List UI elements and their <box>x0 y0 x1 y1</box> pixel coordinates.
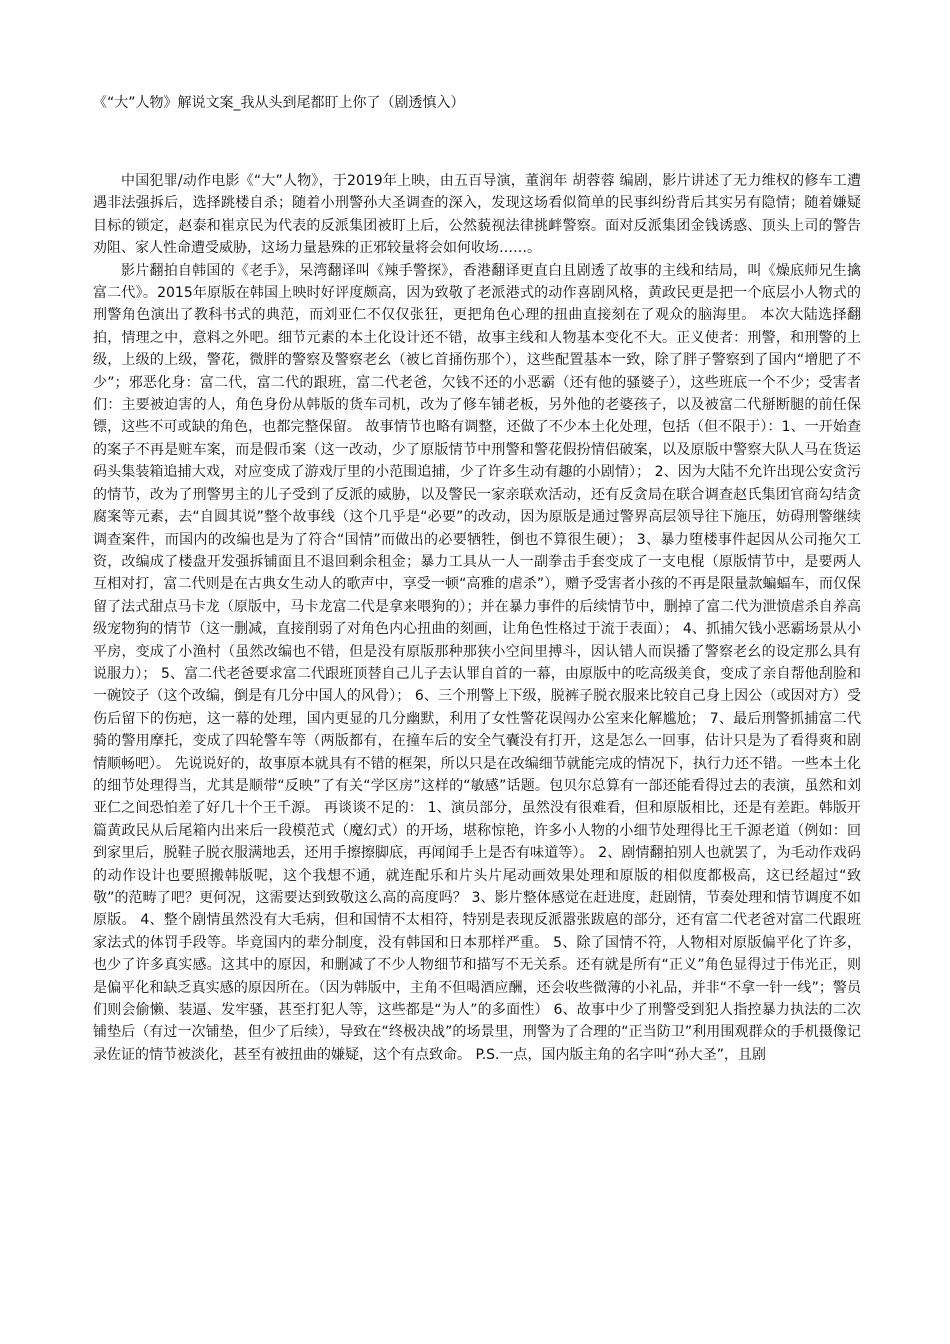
paragraph-review: 影片翻拍自韩国的《老手》，呆湾翻译叫《辣手警探》，香港翻译更直白且剧透了故事的主线和结局，叫《燥底师兄生擒富二代》。2015年原版在韩国上映时好评度颇高，因为致敬了老派港式的动作喜剧风格，黄政民更是把一个底层小人物式的刑警角色演出了教科书式的典范，而刘亚仁不仅仅张狂，更把角色心理的扭曲直接刻在了观众的脑海里。 本次大陆选择翻拍，情理之中，意料之外吧。细节元素的本土化设计还不错，故事主线和人物基本变化不大。正义使者：刑警，和刑警的上级，上级的上级，警花，微胖的警察及警察老幺（被匕首捅伤那个），这些配置基本一致，除了胖子警察到了国内“增肥了不少”；邪恶化身：富二代，富二代的跟班，富二代老爸，欠钱不还的小恶霸（还有他的骚婆子），这些班底一个不少；受害者们：主要被迫害的人，角色身份从韩版的货车司机，改为了修车铺老板，另外他的老婆孩子，以及被富二代掰断腿的前任保镖，这些不可或缺的角色，也都完整保留。 故事情节也略有调整，还做了不少本土化处理，包括（但不限于）：1、一开始查的案子不再是赃车案，而是假币案（这一改动，少了原版情节中刑警和警花假扮情侣破案，以及原版中警察大队人马在货运码头集装箱追捕大戏，对应变成了游戏厅里的小范围追捕，少了许多生动有趣的小剧情）； 2、因为大陆不允许出现公安贪污的情节，改为了刑警男主的儿子受到了反派的威胁，以及警民一家亲联欢活动，还有反贪局在联合调查赵氏集团官商勾结贪腐案等元素，去“自圆其说”整个故事线（这个几乎是“必要”的改动，因为原版是通过警界高层领导往下施压，妨碍刑警继续调查案件，而国内的改编也是为了符合“国情”而做出的必要牺牲，倒也不算很生硬）； 3、暴力堕楼事件起因从公司拖欠工资，改编成了楼盘开发强拆铺面且不退回剩余租金；暴力工具从一人一副拳击手套变成了一支电棍（原版情节中，是要两人互相对打，富二代则是在古典女生动人的歌声中，享受一顿“高雅的虐杀”），赠予受害者小孩的不再是限量款蝙蝠车，而仅保留了法式甜点马卡龙（原版中，马卡龙富二代是拿来喂狗的）；并在暴力事件的后续情节中，删掉了富二代为泄愤虐杀自养高级宠物狗的情节（这一删减，直接削弱了对角色内心扭曲的刻画，让角色性格过于流于表面）； 4、抓捕欠钱小恶霸场景从小平房，变成了小渔村（虽然改编也不错，但是没有原版那种那狭小空间里搏斗，因认错人而误播了警察老幺的设定那么具有说服力）； 5、富二代老爸要求富二代跟班顶替自己儿子去认罪自首的一幕，由原版中的吃高级美食，变成了亲自帮他刮脸和一碗饺子（这个改编，倒是有几分中国人的风骨）； 6、三个刑警上下级，脱裤子脱衣服来比较自己身上因公（或因对方）受伤后留下的伤疤，这一幕的处理，国内更显的几分幽默，利用了女性警花误闯办公室来化解尴尬； 7、最后刑警抓捕富二代骑的警用摩托，变成了四轮警车等（两版都有，在撞车后的安全气囊没有打开，这是怎么一回事，估计只是为了看得爽和剧情顺畅吧）。 先说说好的，故事原本就具有不错的框架，所以只是在改编细节就能完成的情况下，执行力还不错。一些本土化的细节处理得当，尤其是顺带“反映”了有关“学区房”这样的“敏感”话题。包贝尔总算有一部还能看得过去的表演，虽然和刘亚仁之间恐怕差了好几十个王千源。 再谈谈不足的： 1、演员部分，虽然没有很难看，但和原版相比，还是有差距。韩版开篇黄政民从后尾箱内出来后一段模范式（魔幻式）的开场，堪称惊艳，许多小人物的小细节处理得比王千源老道（例如：回到家里后，脱鞋子脱衣服满地丢，还用手擦擦脚底，再闻闻手上是否有味道等）。 2、剧情翻拍别人也就罢了，为毛动作戏码的动作设计也要照搬韩版呢，这个我想不通，就连配乐和片头片尾动画效果处理和原版的相似度都极高，这已经超过“致敬”的范畴了吧？更何况，这需要达到致敬这么高的高度吗？ 3、影片整体感觉在赶进度，赶剧情，节奏处理和情节调度不如原版。 4、整个剧情虽然没有大毛病，但和国情不太相符，特别是表现反派嚣张跋扈的部分，还有富二代老爸对富二代跟班家法式的体罚手段等。毕竟国内的辈分制度，没有韩国和日本那样严重。 5、除了国情不符，人物相对原版偏平化了许多，也少了许多真实感。这其中的原因，和删减了不少人物细节和描写不无关系。还有就是所有“正义”角色显得过于伟光正，则是偏平化和缺乏真实感的原因所在。（因为韩版中，主角不但喝酒应酬，还会收些微薄的小礼品，并非“不拿一针一线”；警员们则会偷懒、装逼、发牢骚，甚至打犯人等，这些都是“为人”的多面性） 6、故事中少了刑警受到犯人指控暴力执法的二次铺垫后（有过一次铺垫，但少了后续），导致在“终极决战”的场景里，刑警为了合理的“正当防卫”利用围观群众的手机摄像记录佐证的情节被淡化，甚至有被扭曲的嫌疑，这个有点致命。 P.S.一点，国内版主角的名字叫“孙大圣”，且剧 <box>93 262 861 1063</box>
paragraph-intro: 中国犯罪/动作电影《“大”人物》，于2019年上映，由五百导演，董润年 胡蓉蓉 编剧，影片讲述了无力维权的修车工遭遇非法强拆后，选择跳楼自杀；随着小刑警孙大圣调查的深入，发现这场看似简单的民事纠纷背后其实另有隐情；随着嫌疑目标的锁定，赵泰和崔京民为代表的反派集团被盯上后，公然藐视法律挑衅警察。面对反派集团金钱诱惑、顶头上司的警告劝阻、家人性命遭受威胁，这场力量悬殊的正邪较量将会如何收场……。 <box>93 173 861 257</box>
document-title: 《“大”人物》解说文案_我从头到尾都盯上你了（剧透慎入） <box>93 95 465 111</box>
document-body <box>93 170 861 1066</box>
